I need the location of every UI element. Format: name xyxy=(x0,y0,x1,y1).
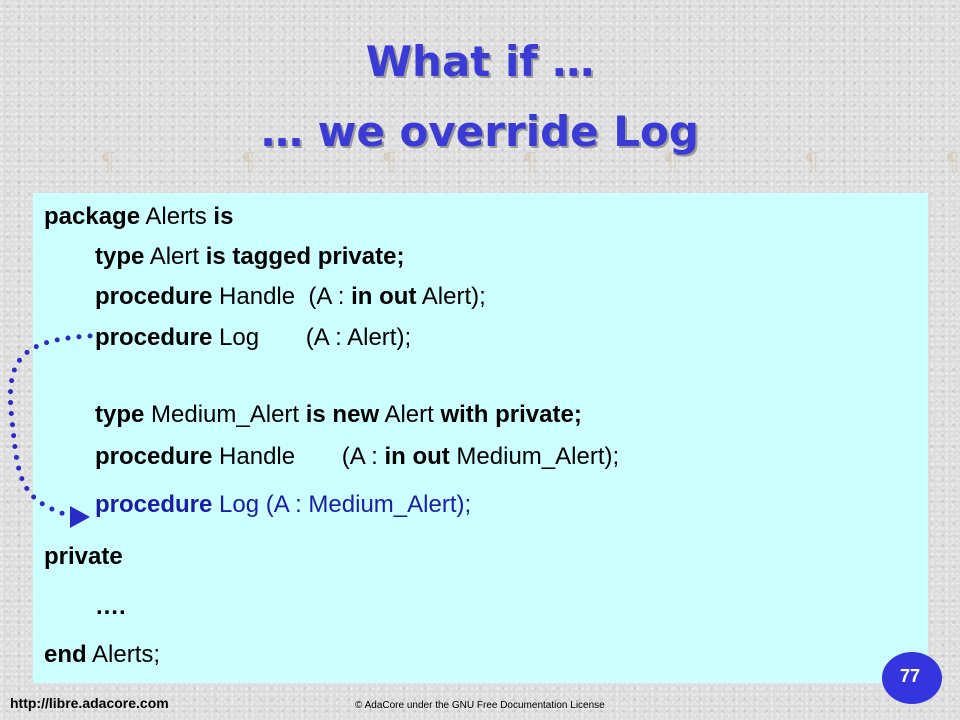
keyword: type xyxy=(95,243,145,270)
identifier: Alert); xyxy=(416,283,486,310)
footer-copyright: © AdaCore under the GNU Free Documentation License xyxy=(355,700,605,711)
identifier: Log (A : Medium_Alert); xyxy=(212,491,472,518)
keyword: procedure xyxy=(95,283,213,310)
identifier: Handle (A : xyxy=(212,443,385,470)
identifier: Alert xyxy=(144,243,206,270)
identifier: Alerts; xyxy=(86,641,161,668)
watermark-glyph: ¶ xyxy=(944,148,960,176)
keyword: with private; xyxy=(440,401,582,428)
identifier: Medium_Alert xyxy=(144,401,306,428)
identifier: Alert xyxy=(379,401,441,428)
keyword: end xyxy=(44,641,87,668)
identifier: Medium_Alert); xyxy=(449,443,620,470)
keyword: is new xyxy=(305,401,380,428)
watermark-glyph: ¶ xyxy=(522,148,538,176)
slide-number-badge xyxy=(882,652,942,704)
keyword: in out xyxy=(351,283,417,310)
keyword: is tagged private; xyxy=(205,243,405,270)
watermark-glyph: ¶ xyxy=(240,148,257,176)
arrow-head-icon xyxy=(70,506,90,528)
watermark-glyph: ¶ xyxy=(381,148,397,176)
watermark-glyph: ¶ xyxy=(803,148,820,176)
watermark-glyph: ¶ xyxy=(100,148,116,176)
keyword: procedure xyxy=(95,491,213,518)
keyword: is xyxy=(213,203,234,230)
keyword: procedure xyxy=(95,443,213,470)
footer-url[interactable]: http://libre.adacore.com xyxy=(10,695,169,711)
ellipsis: …. xyxy=(95,593,126,620)
dotted-connector xyxy=(10,336,90,516)
slide-title-line-1: What if … xyxy=(365,37,595,86)
keyword: procedure xyxy=(95,324,213,351)
watermark-glyph: ¶ xyxy=(663,148,679,176)
keyword: in out xyxy=(384,443,450,470)
keyword: type xyxy=(95,401,145,428)
keyword: package xyxy=(44,203,141,230)
identifier: Log (A : Alert); xyxy=(212,324,412,351)
slide-title-line-2: … we override Log xyxy=(261,107,699,156)
slide-number: 77 xyxy=(900,666,921,686)
identifier: Alerts xyxy=(140,203,214,230)
identifier: Handle (A : xyxy=(212,283,352,310)
keyword: private xyxy=(44,543,123,570)
